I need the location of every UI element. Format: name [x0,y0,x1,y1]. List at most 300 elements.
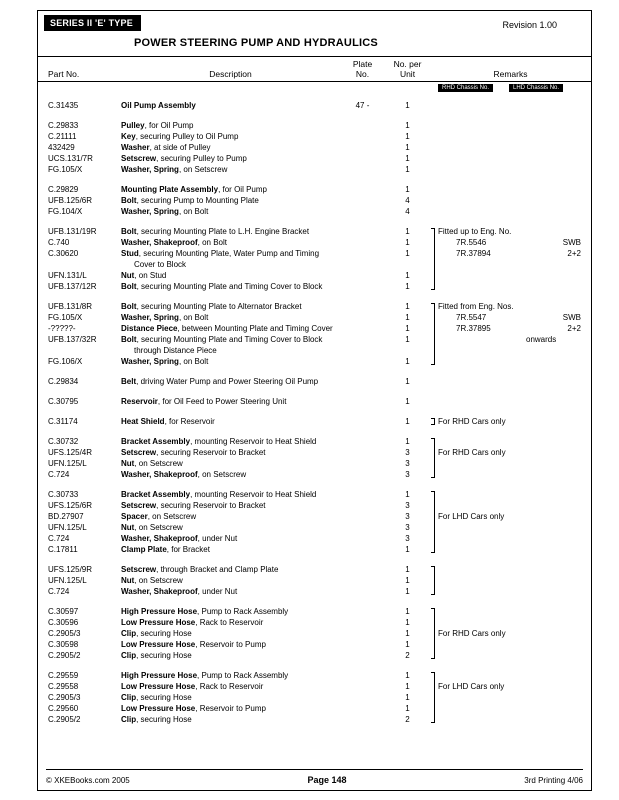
parts-group [38,301,591,367]
qty-cell: 1 [405,357,410,366]
parts-group [38,436,591,480]
remark-text: Fitted up to Eng. No. [438,227,512,236]
description-continuation: Cover to Block [134,260,187,269]
table-row [38,617,591,628]
remark-text: For RHD Cars only [438,448,506,457]
table-row [38,164,591,175]
description-rest: , on Bolt [197,238,227,247]
group-bracket [431,438,435,478]
qty-cell: 1 [405,249,410,258]
description-rest: , Pump to Rack Assembly [197,607,289,616]
part-no-cell [48,345,121,356]
qty-cell: 1 [405,165,410,174]
description-rest: , Reservoir to Pump [195,704,266,713]
qty-cell: 3 [405,501,410,510]
plate-no-cell [340,703,385,714]
plate-no-cell [340,511,385,522]
remark-text: 7R.37894 [456,249,491,258]
plate-no-cell [340,575,385,586]
plate-no-cell [340,226,385,237]
part-no-cell: UFS.125/9R [48,565,93,574]
description-bold: Nut [121,576,135,585]
parts-group [38,226,591,292]
remarks-cell [438,226,583,237]
description-bold: Bolt [121,335,137,344]
description-cell [121,259,340,270]
part-no-cell: -?????- [48,324,76,333]
footer-rule [46,769,583,770]
description-bold: Bolt [121,282,137,291]
description-bold: Low Pressure Hose [121,682,196,691]
qty-cell: 1 [405,143,410,152]
remarks-cell [438,248,583,259]
remarks-cell [438,447,583,458]
description-rest: , securing Pulley to Pump [156,154,247,163]
plate-no-cell [340,628,385,639]
remark-text: Fitted from Eng. Nos. [438,302,514,311]
part-no-cell: C.724 [48,587,70,596]
description-cell [121,226,340,237]
part-no-cell: C.30597 [48,607,79,616]
table-row [38,226,591,237]
table-row [38,606,591,617]
qty-cell: 1 [405,377,410,386]
description-rest: , on Setscrew [147,512,197,521]
table-row [38,131,591,142]
remarks-cell [438,237,583,248]
document-page [37,10,592,791]
description-rest: , securing Hose [136,693,192,702]
remarks-cell [438,345,583,356]
table-row [38,533,591,544]
plate-no-cell [340,500,385,511]
part-no-cell: UFB.131/19R [48,227,97,236]
part-no-cell: C.724 [48,534,70,543]
description-bold: Low Pressure Hose [121,704,196,713]
description-bold: Washer, Shakeproof [121,238,198,247]
table-row [38,301,591,312]
description-cell [121,522,340,533]
remarks-cell [438,469,583,480]
part-no-cell: C.31174 [48,417,78,426]
bracket-spacer [430,131,438,142]
col-header-part-no: Part No. [48,69,80,79]
plate-no-cell [340,281,385,292]
qty-cell: 3 [405,470,410,479]
description-cell [121,281,340,292]
description-cell [121,312,340,323]
description-bold: Low Pressure Hose [121,640,196,649]
parts-group [38,670,591,725]
description-bold: Heat Shield [121,417,165,426]
table-row [38,323,591,334]
qty-cell: 3 [405,523,410,532]
group-bracket [431,228,435,290]
description-cell [121,628,340,639]
part-no-cell: C.724 [48,470,70,479]
qty-cell: 1 [405,302,410,311]
table-row [38,416,591,427]
description-cell [121,206,340,217]
description-bold: Setscrew [121,154,157,163]
plate-no-cell [340,533,385,544]
footer-page-number: Page 148 [307,775,347,785]
plate-no-cell [340,458,385,469]
remarks-cell [438,522,583,533]
plate-no-cell [340,469,385,480]
description-bold: Low Pressure Hose [121,618,196,627]
part-no-cell: C.29833 [48,121,79,130]
qty-cell: 1 [405,417,410,426]
qty-cell: 1 [405,313,410,322]
remark-text: For LHD Cars only [438,512,505,521]
part-no-cell: C.2905/2 [48,651,81,660]
description-cell [121,164,340,175]
plate-no-cell [340,692,385,703]
remarks-cell [438,312,583,323]
description-rest: , mounting Reservoir to Heat Shield [190,490,317,499]
description-bold: Bolt [121,196,137,205]
remarks-cell [438,692,583,703]
qty-cell: 1 [405,693,410,702]
description-bold: Mounting Plate Assembly [121,185,219,194]
remarks-cell [438,606,583,617]
qty-cell: 1 [405,437,410,446]
description-cell [121,301,340,312]
plate-no-cell [340,248,385,259]
description-rest: , on Setscrew [178,165,228,174]
remarks-cell [438,270,583,281]
description-cell [121,334,340,345]
qty-cell: 1 [405,324,410,333]
description-bold: Nut [121,271,135,280]
part-no-cell: C.29834 [48,377,79,386]
description-rest: , Rack to Reservoir [195,618,264,627]
description-bold: Washer [121,143,150,152]
description-continuation: through Distance Piece [134,346,217,355]
table-row [38,396,591,407]
qty-cell: 1 [405,576,410,585]
table-row [38,681,591,692]
description-cell [121,248,340,259]
table-row [38,469,591,480]
description-bold: Stud [121,249,139,258]
description-cell [121,396,340,407]
description-cell [121,703,340,714]
description-cell [121,714,340,725]
remarks-cell [438,376,583,387]
description-rest: , securing Mounting Plate and Timing Cover to Block [136,335,323,344]
remarks-cell [438,564,583,575]
description-bold: Bracket Assembly [121,437,191,446]
description-cell [121,564,340,575]
table-row [38,312,591,323]
description-cell [121,692,340,703]
qty-cell: 1 [405,397,410,406]
table-row [38,184,591,195]
description-cell [121,500,340,511]
remarks-cell [438,164,583,175]
description-rest: , on Bolt [178,357,209,366]
table-row [38,281,591,292]
part-no-cell: UCS.131/7R [48,154,93,163]
table-row [38,500,591,511]
description-rest: , for Oil Feed to Power Steering Unit [157,397,287,406]
description-rest: , for Reservoir [164,417,215,426]
description-cell [121,681,340,692]
part-no-cell: UFS.125/6R [48,501,93,510]
description-bold: Belt [121,377,137,386]
footer-printing: 3rd Printing 4/06 [524,776,583,785]
part-no-cell: C.21111 [48,132,77,141]
qty-cell: 1 [405,227,410,236]
qty-cell: 1 [405,154,410,163]
bracket-spacer [430,120,438,131]
description-bold: Setscrew [121,448,157,457]
remarks-cell [438,489,583,500]
part-no-cell: C.30598 [48,640,79,649]
description-rest: , Pump to Rack Assembly [197,671,289,680]
part-no-cell: FG.105/X [48,313,83,322]
table-header [38,56,591,82]
part-no-cell: C.29559 [48,671,79,680]
plate-no-cell [340,334,385,345]
part-no-cell: UFB.137/32R [48,335,97,344]
rhd-chassis-badge: RHD Chassis No. [438,84,493,92]
remarks-cell [438,131,583,142]
remark-right-text: SWB [562,313,581,322]
bracket-spacer [430,184,438,195]
description-rest: , driving Water Pump and Power Steering Oil Pump [136,377,319,386]
col-header-no-per-unit: No. per Unit [393,59,422,79]
table-row [38,248,591,259]
remarks-cell [438,544,583,555]
description-rest: , securing Reservoir to Bracket [156,501,266,510]
description-cell [121,639,340,650]
table-row [38,544,591,555]
description-rest: , between Mounting Plate and Timing Cover [177,324,333,333]
parts-group [38,489,591,555]
remarks-cell [438,670,583,681]
remarks-cell [438,436,583,447]
qty-cell: 1 [405,682,410,691]
description-rest: , securing Mounting Plate and Timing Cover to Block [136,282,323,291]
qty-cell [385,259,430,270]
part-no-cell: C.31435 [48,101,79,110]
parts-group [38,564,591,597]
remarks-cell [438,356,583,367]
table-row [38,564,591,575]
remarks-cell [438,281,583,292]
description-bold: Washer, Spring [121,165,179,174]
remarks-cell [438,703,583,714]
remarks-cell [438,100,583,111]
bracket-spacer [430,142,438,153]
plate-no-cell [340,206,385,217]
parts-group [38,184,591,217]
description-cell [121,345,340,356]
chassis-badge-row [38,84,591,92]
parts-group [38,100,591,111]
qty-cell: 4 [405,207,410,216]
description-rest: , Rack to Reservoir [195,682,264,691]
bracket-spacer [430,164,438,175]
part-no-cell: UFB.137/12R [48,282,97,291]
part-no-cell: C.29829 [48,185,79,194]
col-header-description: Description [209,69,252,79]
qty-cell: 1 [405,282,410,291]
qty-cell: 2 [405,651,410,660]
plate-no-cell [340,153,385,164]
part-no-cell: UFN.125/L [48,523,87,532]
description-bold: Reservoir [121,397,158,406]
bracket-spacer [430,153,438,164]
qty-cell: 3 [405,448,410,457]
plate-no-cell [340,301,385,312]
description-cell [121,436,340,447]
bracket-spacer [430,206,438,217]
bracket-spacer [430,376,438,387]
table-row [38,206,591,217]
description-bold: Nut [121,523,135,532]
plate-no-cell [340,436,385,447]
description-cell [121,606,340,617]
table-row [38,628,591,639]
description-cell [121,376,340,387]
part-no-cell: FG.104/X [48,207,83,216]
table-row [38,650,591,661]
table-row [38,586,591,597]
qty-cell: 1 [405,132,410,141]
qty-cell: 1 [405,490,410,499]
description-bold: Washer, Shakeproof [121,470,198,479]
remarks-cell [438,142,583,153]
description-rest: , on Setscrew [134,459,183,468]
table-row [38,153,591,164]
description-cell [121,447,340,458]
qty-cell: 1 [405,335,410,344]
description-cell [121,270,340,281]
qty-cell: 1 [405,618,410,627]
lhd-chassis-badge: LHD Chassis No. [509,84,563,92]
table-row [38,334,591,345]
group-bracket [431,672,435,723]
description-rest: , on Setscrew [134,523,183,532]
description-bold: Pulley [121,121,145,130]
plate-no-cell [340,184,385,195]
plate-no-cell [340,164,385,175]
description-cell [121,533,340,544]
plate-no-cell [340,131,385,142]
description-rest: , under Nut [197,534,238,543]
description-rest: , at side of Pulley [149,143,211,152]
qty-cell: 1 [405,671,410,680]
plate-no-cell [340,522,385,533]
part-no-cell: C.2905/3 [48,629,81,638]
plate-no-cell [340,544,385,555]
plate-no-cell [340,270,385,281]
revision-label: Revision 1.00 [502,20,557,30]
description-cell [121,142,340,153]
plate-no-cell [340,714,385,725]
qty-cell: 1 [405,704,410,713]
plate-no-cell [340,639,385,650]
description-cell [121,237,340,248]
description-cell [121,544,340,555]
plate-no-cell [340,447,385,458]
plate-no-cell [340,396,385,407]
remarks-cell [438,416,583,427]
qty-cell: 1 [405,640,410,649]
table-row [38,639,591,650]
qty-cell: 1 [405,607,410,616]
plate-no-cell [340,606,385,617]
remark-text: 7R.5546 [456,238,487,247]
qty-cell: 4 [405,196,410,205]
description-bold: High Pressure Hose [121,671,198,680]
description-bold: Clip [121,715,137,724]
description-bold: Washer, Shakeproof [121,534,198,543]
description-bold: Distance Piece [121,324,178,333]
group-bracket [431,491,435,553]
description-bold: Bracket Assembly [121,490,191,499]
part-no-cell: C.740 [48,238,70,247]
description-cell [121,670,340,681]
plate-no-cell [340,617,385,628]
remarks-cell [438,334,583,345]
description-rest: , securing Reservoir to Bracket [156,448,266,457]
description-cell [121,120,340,131]
remark-right-text: 2+2 [567,249,581,258]
table-body [38,100,591,725]
description-rest: , for Oil Pump [218,185,267,194]
remarks-cell [438,184,583,195]
remarks-cell [438,396,583,407]
description-bold: Clip [121,629,137,638]
description-cell [121,617,340,628]
table-row [38,714,591,725]
plate-no-cell [340,142,385,153]
plate-no-cell [340,259,385,270]
table-row [38,237,591,248]
qty-cell: 1 [405,587,410,596]
qty-cell: 1 [405,101,410,110]
remarks-cell [438,120,583,131]
description-rest: , on Bolt [178,207,209,216]
parts-group [38,416,591,427]
part-no-cell [48,259,121,270]
table-row [38,120,591,131]
part-no-cell: UFB.125/6R [48,196,93,205]
remarks-cell [438,681,583,692]
remarks-cell [438,458,583,469]
plate-no-cell [340,195,385,206]
part-no-cell: UFN.125/L [48,459,87,468]
table-row [38,436,591,447]
description-rest: , mounting Reservoir to Heat Shield [190,437,317,446]
part-no-cell: 432429 [48,143,75,152]
remark-text: For LHD Cars only [438,682,505,691]
table-row [38,458,591,469]
description-cell [121,195,340,206]
qty-cell: 1 [405,545,410,554]
table-row-continuation [38,345,591,356]
description-bold: Setscrew [121,501,157,510]
footer [46,775,583,785]
description-bold: Washer, Shakeproof [121,587,198,596]
parts-group [38,376,591,387]
description-cell [121,356,340,367]
